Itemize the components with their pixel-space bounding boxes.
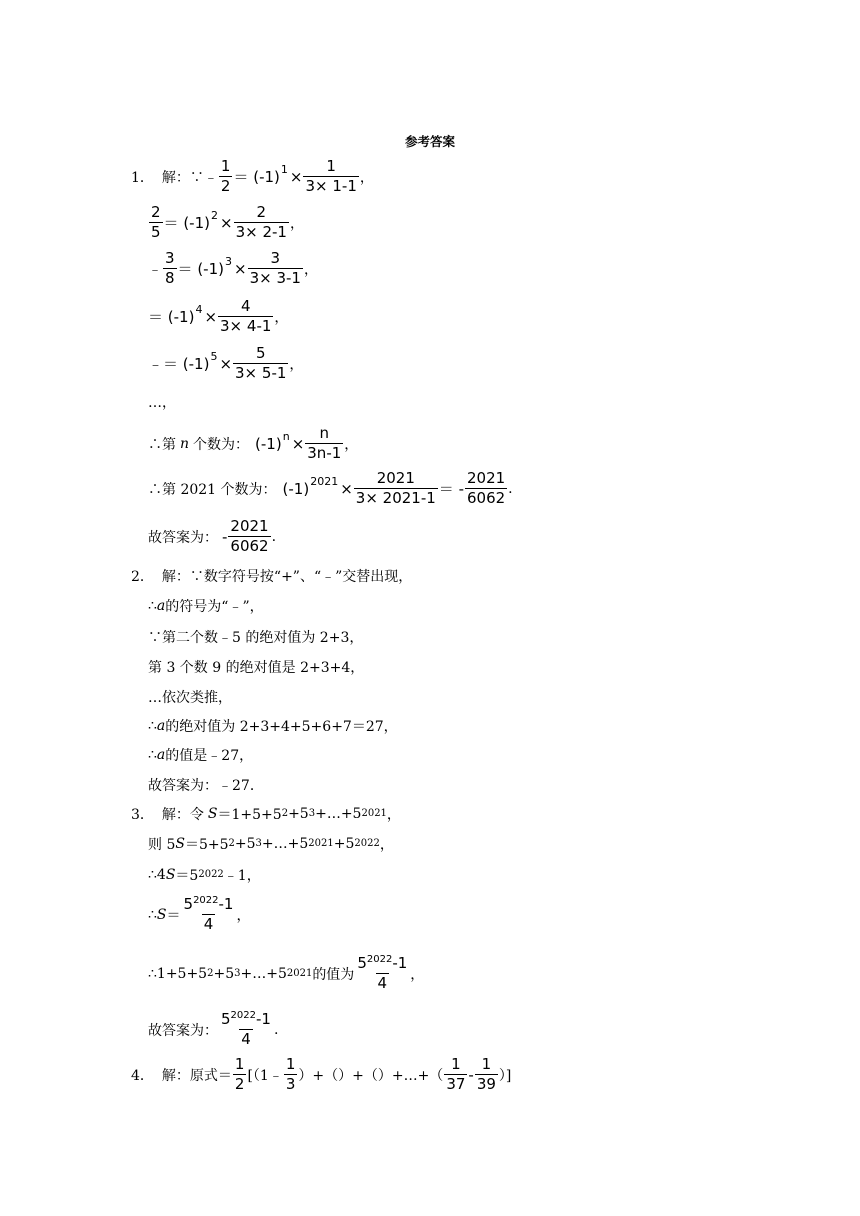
q3-l6-prefix: 故答案为：	[148, 1022, 218, 1039]
q1-l2-power: 2	[210, 209, 218, 222]
q3-l2-plus: +5	[333, 836, 355, 852]
q1-l1-fraction: $\frac{1}{2}$	[220, 157, 231, 195]
q1-l7-times: ×	[291, 434, 305, 453]
q3-line-5: ∴1+5+5 2 +5 3 +…+5 2021 的值为 $\frac{5^{2022}-1}{4}$ ，	[148, 954, 425, 992]
q1-l5-eq: ﹣＝ (-1)	[148, 355, 210, 373]
q4-fraction-39: $\frac{1}{39}$	[476, 1055, 496, 1093]
q1-l3-times: ×	[233, 259, 247, 278]
q1-l3-eq: ＝ (-1)	[177, 260, 224, 278]
q3-l1-mid: +5	[288, 806, 309, 822]
q1-line-6	[148, 392, 176, 412]
q3-line-3: ∴4 S ＝5 2022 ﹣1，	[148, 867, 261, 884]
q2-line-2	[148, 596, 264, 616]
q4-number: 4．	[131, 1067, 154, 1084]
q1-number: 1．	[131, 169, 154, 186]
q1-l2-times: ×	[219, 213, 233, 232]
q3-l1-s: S	[207, 806, 218, 822]
q2-l5: …依次类推，	[148, 690, 232, 706]
q1-l2-fraction: $\frac{2}{5}$	[151, 203, 161, 241]
q1-l7-comma: ，	[344, 436, 359, 453]
q1-l4-eq: ＝ (-1)	[148, 308, 195, 326]
q4-fraction-37: $\frac{1}{37}$	[446, 1055, 466, 1093]
q1-l1-rfraction: $\frac{1}{3\times 1-1}$	[305, 157, 357, 195]
q1-l9-period: .	[271, 528, 277, 545]
q1-l8-eq: ＝ -	[438, 480, 464, 498]
q3-l6-end: .	[273, 1021, 279, 1038]
q2-line-8	[148, 775, 264, 795]
q3-line-2: 则 5 S ＝5+5 2 +5 3 +…+5 2021 +5 2022 ，	[148, 836, 394, 853]
q3-l4-prefix: ∴	[148, 906, 157, 923]
q1-l8-result: $\frac{2021}{6062}$	[466, 469, 506, 507]
q3-l5-end: ，	[410, 966, 425, 983]
q1-line-8	[148, 470, 513, 507]
q2-l1: 解：∵数字符号按“+”、“﹣”交替出现，	[161, 569, 413, 585]
q1-line-4	[148, 298, 288, 335]
q1-line-2	[148, 204, 304, 241]
page-title: 参考答案	[404, 134, 455, 149]
q1-l7-prefix: ∴第	[148, 436, 176, 453]
q1-l1-eq: ＝ (-1)	[233, 168, 280, 186]
q1-l1-comma: ，	[359, 169, 374, 186]
q2-line-5	[148, 687, 232, 707]
q1-l8-power: 2021	[310, 475, 339, 488]
q4-line-1	[131, 1056, 511, 1093]
q1-l8-rfraction: $\frac{2021}{3\times 2021-1}$	[355, 469, 436, 507]
q2-l3: ∵第二个数﹣5 的绝对值为 2+3，	[148, 630, 364, 646]
q1-line-3	[148, 250, 318, 287]
q3-l5-fraction: $\frac{5^{2022}-1}{4}$	[357, 954, 408, 992]
q1-l5-rfraction: $\frac{5}{3\times 5-1}$	[235, 344, 287, 382]
q3-l2-dots: +…+5	[261, 836, 309, 852]
q3-l5-post: 的值为	[312, 966, 355, 983]
q2-l6-var: a	[156, 718, 166, 734]
q1-l5-comma: ，	[289, 356, 304, 373]
q1-l1-power: 1	[280, 163, 288, 176]
q2-line-4	[148, 657, 364, 677]
q1-l8-expr: (-1)	[282, 479, 310, 498]
q1-l8-prefix: ∴第 2021 个数为：	[148, 481, 277, 498]
q3-l6-fraction: $\frac{5^{2022}-1}{4}$	[221, 1010, 271, 1048]
q3-l5-mid: +5	[213, 965, 235, 982]
q3-l4-eq: ＝	[166, 907, 181, 924]
q4-bracket-open: [（1﹣	[247, 1067, 283, 1084]
q3-l3-s: S	[165, 867, 176, 883]
q1-l8-period: .	[508, 480, 513, 497]
q1-l2-rfraction: $\frac{2}{3\times 2-1}$	[235, 203, 287, 241]
q2-l7-var: a	[156, 747, 166, 763]
q3-l4-fraction: $\frac{5^{2022}-1}{4}$	[183, 895, 234, 933]
q2-l6-text: 的绝对值为 2+3+4+5+6+7＝27，	[165, 719, 398, 735]
q2-number: 2．	[131, 569, 154, 585]
q3-l4-end: ，	[236, 907, 251, 924]
q1-l4-rfraction: $\frac{4}{3\times 4-1}$	[220, 297, 272, 335]
q1-l7-rfraction: $\frac{n}{3n-1}$	[307, 424, 342, 462]
q1-l9-result: $\frac{2021}{6062}$	[230, 517, 269, 555]
q1-l4-comma: ，	[274, 309, 289, 326]
q2-l7-prefix: ∴	[148, 747, 157, 763]
q1-l2-eq: ＝ (-1)	[163, 214, 210, 232]
q3-l3-prefix: ∴4	[148, 867, 166, 883]
q2-l4: 第 3 个数 9 的绝对值是 2+3+4，	[148, 660, 365, 676]
q1-line-9	[148, 518, 276, 555]
q1-l7-expr: (-1)	[255, 434, 282, 453]
q2-l7-text: 的值是﹣27，	[165, 748, 254, 764]
q1-line-5	[148, 345, 303, 382]
q3-l5-prefix: ∴1+5+5	[148, 965, 208, 982]
q3-l2-eq: ＝5+5	[184, 837, 229, 853]
q1-l3-rfraction: $\frac{3}{3\times 3-1}$	[249, 249, 301, 287]
q3-l3-end: ﹣1，	[223, 868, 261, 884]
q3-line-1: 3． 解：令 S ＝1+5+5 2 +5 3 +…+5 2021 ，	[131, 806, 401, 823]
q3-number: 3．	[131, 807, 154, 823]
q1-l3-fraction: $\frac{3}{8}$	[165, 249, 175, 287]
q4-minus: -	[468, 1065, 474, 1084]
q2-line-7	[148, 745, 253, 765]
q3-line-6	[148, 1011, 278, 1048]
q1-l3-power: 3	[224, 255, 232, 268]
q3-l3-eq: ＝5	[175, 868, 199, 884]
q1-l5-times: ×	[219, 354, 233, 373]
q4-prefix: 解：原式＝	[161, 1067, 232, 1084]
q1-l3-prefix: ﹣	[148, 261, 162, 278]
q1-line-1	[131, 158, 374, 195]
q1-l2-comma: ，	[289, 215, 304, 232]
q4-bracket-close: ）]	[498, 1067, 512, 1084]
q2-l2-var: a	[156, 598, 166, 614]
q1-l8-times: ×	[340, 479, 353, 498]
q3-l2-end: ，	[379, 837, 394, 853]
q3-line-4	[148, 896, 250, 933]
q2-l8: 故答案为：﹣27．	[148, 778, 264, 794]
q3-l1-dots: +…+5	[315, 806, 362, 822]
q3-l1-prefix: 解：令	[161, 807, 204, 823]
q2-l2-text: 的符号为“﹣”，	[165, 599, 264, 615]
q2-line-3	[148, 627, 363, 647]
q1-l7-n: n	[180, 435, 190, 452]
q1-l7-power: n	[282, 430, 290, 443]
q3-l5-dots: +…+5	[240, 965, 287, 982]
q1-l1-prefix: 解：∵﹣	[161, 169, 218, 186]
q1-l7-mid: 个数为：	[193, 436, 250, 453]
q3-l2-s: S	[175, 836, 185, 852]
q3-l2-prefix: 则 5	[148, 837, 176, 853]
q3-l1-eq: ＝1+5+5	[217, 807, 282, 823]
q3-l2-mid: +5	[234, 836, 256, 852]
q1-l4-power: 4	[195, 303, 203, 316]
q2-l6-prefix: ∴	[148, 718, 157, 734]
q1-l1-times: ×	[289, 167, 303, 186]
q4-half-fraction: $\frac{1}{2}$	[234, 1055, 245, 1093]
q2-l2-prefix: ∴	[148, 598, 157, 614]
q4-third-fraction: $\frac{1}{3}$	[285, 1055, 296, 1093]
q2-line-6	[148, 716, 398, 736]
q1-line-7	[148, 425, 358, 462]
q1-l9-prefix: 故答案为：	[148, 529, 218, 546]
q1-l3-comma: ，	[303, 261, 318, 278]
q3-l1-end: ，	[386, 807, 401, 823]
q1-l4-times: ×	[204, 307, 218, 326]
q1-l9-minus: -	[222, 527, 228, 546]
q1-l5-power: 5	[210, 350, 218, 363]
q3-l4-s: S	[156, 906, 167, 923]
q2-line-1	[131, 566, 412, 586]
q4-middle: ）+（）+（）+…+（	[298, 1067, 444, 1084]
q1-ellipsis: …，	[148, 395, 176, 411]
